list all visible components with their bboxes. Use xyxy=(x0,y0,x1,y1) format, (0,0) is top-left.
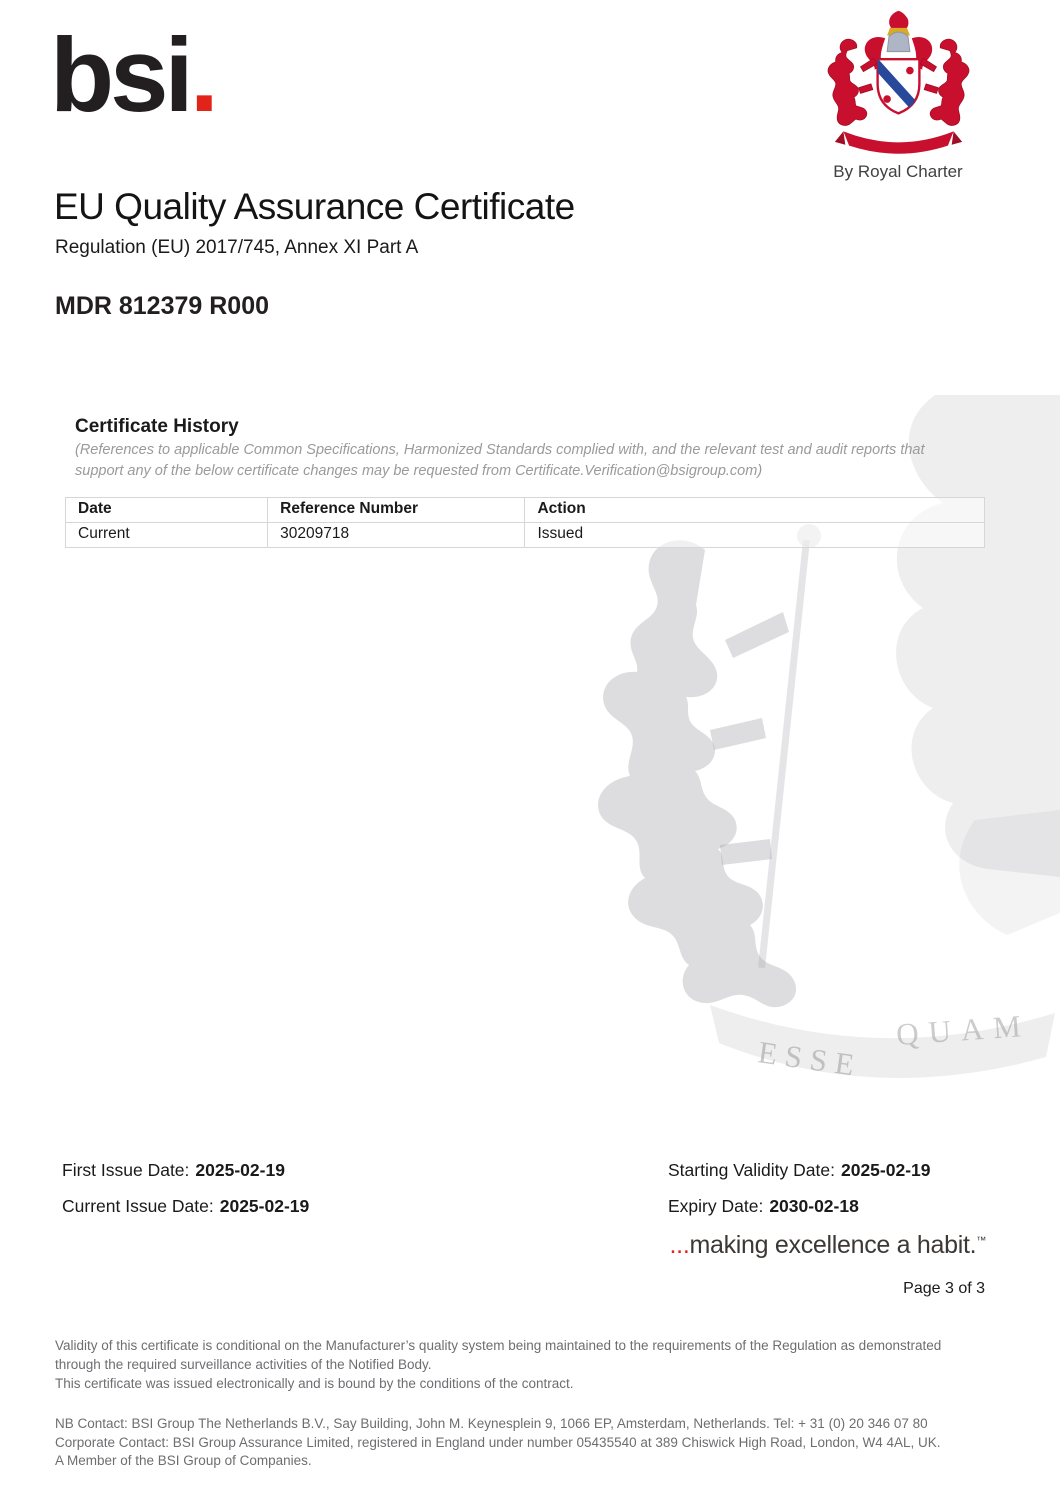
expiry-label: Expiry Date: xyxy=(668,1196,764,1216)
history-cell-reference: 30209718 xyxy=(268,523,525,548)
first-issue-value: 2025-02-19 xyxy=(195,1160,285,1180)
table-row xyxy=(66,523,985,548)
royal-charter-caption: By Royal Charter xyxy=(833,162,963,181)
footer-nb-contact: NB Contact: BSI Group The Netherlands B.V., Say Building, John M. Keynesplein 9, 1066 EP, Amsterdam, Netherlands. Tel: + 31 (0) 20 346 07 80 xyxy=(55,1415,928,1431)
tagline-dots: ... xyxy=(669,1231,690,1259)
first-issue-label: First Issue Date: xyxy=(62,1160,190,1180)
royal-charter-crest-icon xyxy=(821,6,976,158)
first-issue-date xyxy=(62,1160,285,1181)
history-table xyxy=(65,497,985,548)
certificate-title: EU Quality Assurance Certificate xyxy=(54,186,575,227)
bsi-logo-dot: . xyxy=(189,17,215,134)
tagline-text: making excellence a habit. xyxy=(689,1231,977,1259)
history-cell-date: Current xyxy=(66,523,268,548)
footer-validity xyxy=(55,1337,955,1394)
footer-member: A Member of the BSI Group of Companies. xyxy=(55,1453,312,1469)
bsi-logo xyxy=(50,18,215,134)
starting-validity-date xyxy=(668,1160,931,1181)
footer-contacts xyxy=(55,1415,955,1472)
certificate-number: MDR 812379 R000 xyxy=(55,292,270,320)
page-number: Page 3 of 3 xyxy=(903,1280,985,1297)
history-col-date: Date xyxy=(66,498,268,523)
footer-validity-line2: This certificate was issued electronically and is bound by the conditions of the contract. xyxy=(55,1375,574,1391)
bsi-logo-text: bsi xyxy=(50,17,190,134)
watermark-motto-left: ESSE xyxy=(756,1034,865,1084)
starting-validity-label: Starting Validity Date: xyxy=(668,1160,835,1180)
bsi-tagline xyxy=(670,1231,986,1260)
footer xyxy=(55,1337,955,1471)
footer-corporate-contact: Corporate Contact: BSI Group Assurance Limited, registered in England under number 05435540 at 389 Chiswick High Road, London, W4 4AL, UK. xyxy=(55,1434,941,1450)
history-table-header-row xyxy=(66,498,985,523)
current-issue-label: Current Issue Date: xyxy=(62,1196,214,1216)
watermark-motto-right: QUAM xyxy=(895,1007,1032,1052)
footer-validity-line1: Validity of this certificate is conditional on the Manufacturer’s quality system being maintained to the requirements of the Regulation as demonstrated through the required surveillance activities of the Notified Body. xyxy=(55,1338,942,1372)
history-cell-action: Issued xyxy=(525,523,985,548)
history-col-reference: Reference Number xyxy=(268,498,525,523)
history-col-action: Action xyxy=(525,498,985,523)
royal-charter-block xyxy=(818,6,978,182)
history-note: (References to applicable Common Specifications, Harmonized Standards complied with, and the relevant test and audit reports that support any of the below certificate changes may be requested from Certificate.Verification@bsigroup.com) xyxy=(75,442,925,479)
starting-validity-value: 2025-02-19 xyxy=(840,1160,931,1180)
current-issue-date xyxy=(62,1196,309,1217)
expiry-value: 2030-02-18 xyxy=(769,1196,859,1216)
expiry-date xyxy=(668,1196,859,1217)
current-issue-value: 2025-02-19 xyxy=(219,1196,310,1216)
tagline-trademark: ™ xyxy=(976,1235,986,1247)
history-heading: Certificate History xyxy=(75,416,239,437)
regulation-line: Regulation (EU) 2017/745, Annex XI Part A xyxy=(55,237,419,258)
